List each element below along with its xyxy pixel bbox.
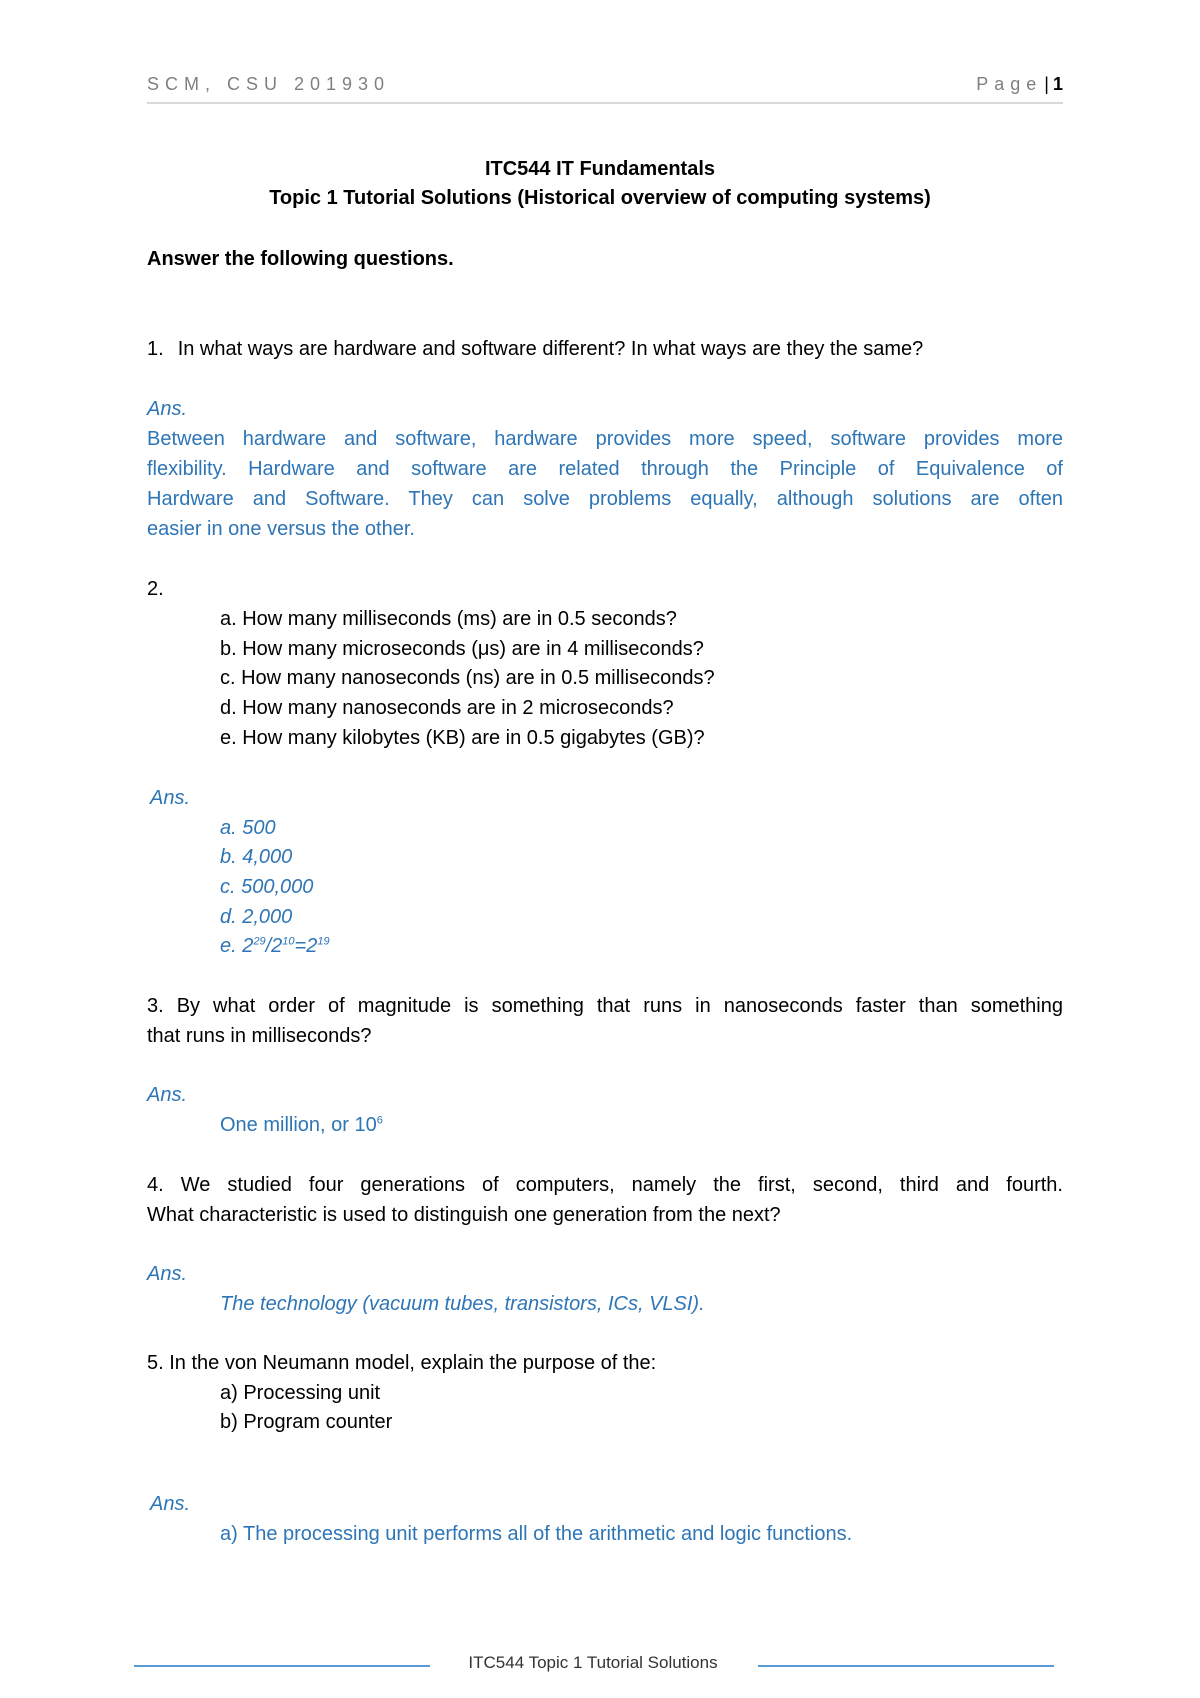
q5-ans-label: Ans. — [150, 1493, 191, 1515]
q2-answer-e-eq: =2 — [294, 935, 318, 957]
q3-answer-text: One million, or 10 — [220, 1114, 377, 1136]
q5-part: b) Program counter — [220, 1411, 393, 1433]
footer-rule-right — [758, 1665, 1054, 1667]
document-title: ITC544 IT Fundamentals — [484, 158, 716, 180]
q2-answer: d. 2,000 — [220, 906, 293, 928]
question-5: 5. In the von Neumann model, explain the purpose of the: — [147, 1352, 657, 1374]
q2-part: c. How many nanoseconds (ns) are in 0.5 milliseconds? — [220, 667, 715, 689]
q1-answer-line: easier in one versus the other. — [147, 518, 415, 540]
footer-rule-left — [134, 1665, 430, 1667]
page-header — [147, 74, 1063, 104]
question-4-line: 4. We studied four generations of computers, namely the first, second, third and fourth. — [147, 1174, 1063, 1196]
q3-answer — [220, 1111, 383, 1139]
q1-answer-line: Between hardware and software, hardware provides more speed, software provides more — [147, 428, 1063, 450]
q2-answer: c. 500,000 — [220, 876, 314, 898]
q2-part: b. How many microseconds (μs) are in 4 milliseconds? — [220, 638, 704, 660]
q2-answer-e-mid: /2 — [265, 935, 283, 957]
instruction: Answer the following questions. — [147, 248, 454, 270]
q5-answer: a) The processing unit performs all of the arithmetic and logic functions. — [220, 1523, 853, 1545]
page-footer — [134, 1653, 1054, 1680]
question-2-number: 2. — [147, 578, 164, 600]
question-3-line: 3. By what order of magnitude is something that runs in nanoseconds faster than something — [147, 995, 1063, 1017]
q2-part: a. How many milliseconds (ms) are in 0.5 seconds? — [220, 608, 677, 630]
q1-ans-label: Ans. — [147, 398, 188, 420]
q2-answer-e-exp2: 10 — [282, 935, 295, 948]
question-4-line: What characteristic is used to distinguish one generation from the next? — [147, 1204, 781, 1226]
header-page-value: 1 — [1052, 74, 1063, 94]
question-1-number: 1. — [147, 338, 164, 360]
question-1 — [147, 335, 923, 363]
q2-answer: b. 4,000 — [220, 846, 293, 868]
q3-ans-label: Ans. — [147, 1084, 188, 1106]
header-course-code: SCM, CSU 201930 — [147, 74, 391, 94]
question-3-line: that runs in milliseconds? — [147, 1025, 372, 1047]
header-page-number — [976, 74, 1063, 95]
header-page-label: Page — [976, 74, 1043, 94]
q3-answer-exp: 6 — [376, 1114, 383, 1127]
document-subtitle: Topic 1 Tutorial Solutions (Historical overview of computing systems) — [269, 187, 931, 209]
header-separator: | — [1044, 74, 1049, 94]
q4-ans-label: Ans. — [147, 1263, 188, 1285]
q1-answer-line: flexibility. Hardware and software are related through the Principle of Equivalence of — [147, 458, 1063, 480]
q1-answer-line: Hardware and Software. They can solve problems equally, although solutions are often — [147, 488, 1063, 510]
q5-part: a) Processing unit — [220, 1382, 381, 1404]
q2-answer-e-exp3: 19 — [317, 935, 330, 948]
q2-answer-e — [220, 932, 330, 960]
q4-answer: The technology (vacuum tubes, transistors, ICs, VLSI). — [220, 1293, 705, 1315]
q2-part: e. How many kilobytes (KB) are in 0.5 gigabytes (GB)? — [220, 727, 705, 749]
q2-part: d. How many nanoseconds are in 2 microseconds? — [220, 697, 674, 719]
q2-answer-e-prefix: e. 2 — [220, 935, 254, 957]
question-1-text: In what ways are hardware and software different? In what ways are they the same? — [177, 338, 924, 360]
footer-text: ITC544 Topic 1 Tutorial Solutions — [468, 1653, 718, 1672]
q2-answer-e-exp1: 29 — [253, 935, 266, 948]
q2-ans-label: Ans. — [150, 787, 191, 809]
q2-answer: a. 500 — [220, 817, 276, 839]
